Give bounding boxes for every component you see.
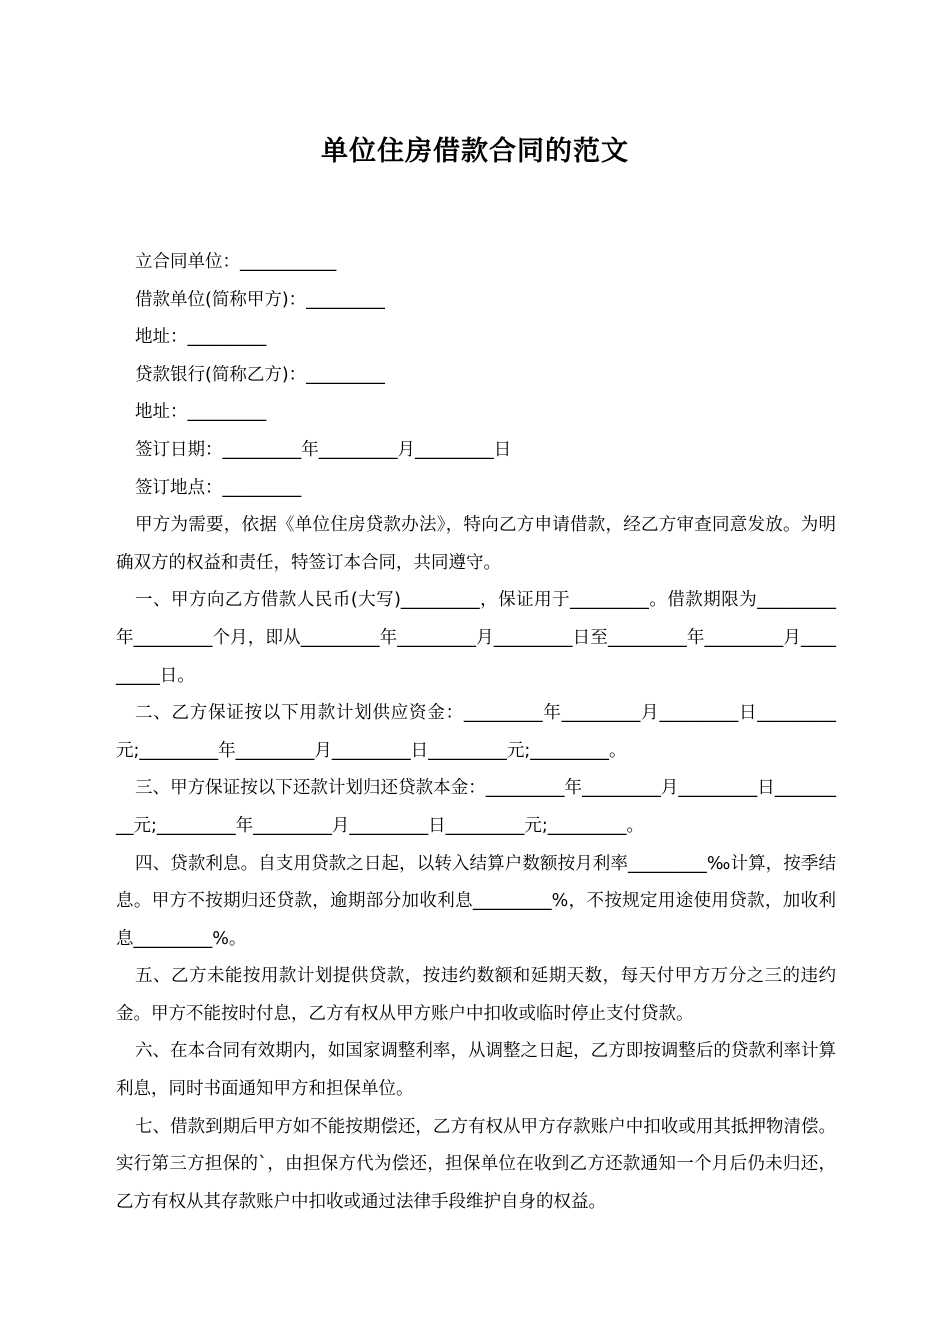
paragraph-clause-3: 三、甲方保证按以下还款计划归还贷款本金：_________年_________月_________日_________元;_________年_________月_________日_________元;_________。 (116, 778, 836, 836)
contract-body (116, 244, 836, 1221)
header-line-lender-address: 地址：_________ (135, 402, 267, 423)
paragraph-clause-4: 四、贷款利息。自支用贷款之日起，以转入结算户数额按月利率_________‰计算，按季结息。甲方不按期归还贷款，逾期部分加收利息_________%，不按规定用途使用贷款，加收利息_________%。 (116, 853, 836, 949)
header-line-contract-unit: 立合同单位：___________ (135, 252, 337, 272)
paragraph-clause-7: 七、借款到期后甲方如不能按期偿还，乙方有权从甲方存款账户中扣收或用其抵押物清偿。实行第三方担保的`，由担保方代为偿还，担保单位在收到乙方还款通知一个月后仍未归还，乙方有权从其存款账户中扣收或通过法律手段维护自身的权益。 (116, 1116, 836, 1212)
paragraph-clause-6: 六、在本合同有效期内，如国家调整利率，从调整之日起，乙方即按调整后的贷款利率计算利息，同时书面通知甲方和担保单位。 (116, 1041, 836, 1100)
header-line-borrower: 借款单位(简称甲方)：_________ (135, 289, 385, 310)
paragraph-clause-2: 二、乙方保证按以下用款计划供应资金：_________年_________月_________日_________元;_________年_________月_________日_________元;_________。 (116, 703, 836, 761)
paragraph-preamble: 甲方为需要，依据《单位住房贷款办法》，特向乙方申请借款，经乙方审查同意发放。为明确双方的权益和责任，特签订本合同，共同遵守。 (116, 515, 836, 573)
header-line-borrower-address: 地址：_________ (135, 327, 267, 348)
header-line-sign-place: 签订地点：_________ (135, 477, 302, 498)
header-line-lender: 贷款银行(简称乙方)：_________ (135, 364, 385, 385)
page-title: 单位住房借款合同的范文 (321, 136, 629, 167)
paragraph-clause-1: 一、甲方向乙方借款人民币(大写)_________，保证用于_________。借款期限为_________年_________个月，即从_________年_________月_________日至_________年_________月_________日。 (116, 590, 836, 686)
paragraph-clause-5: 五、乙方未能按用款计划提供贷款，按违约数额和延期天数，每天付甲方万分之三的违约金。甲方不能按时付息，乙方有权从甲方账户中扣收或临时停止支付贷款。 (116, 966, 836, 1024)
header-line-sign-date: 签订日期：_________年_________月_________日 (135, 439, 512, 460)
